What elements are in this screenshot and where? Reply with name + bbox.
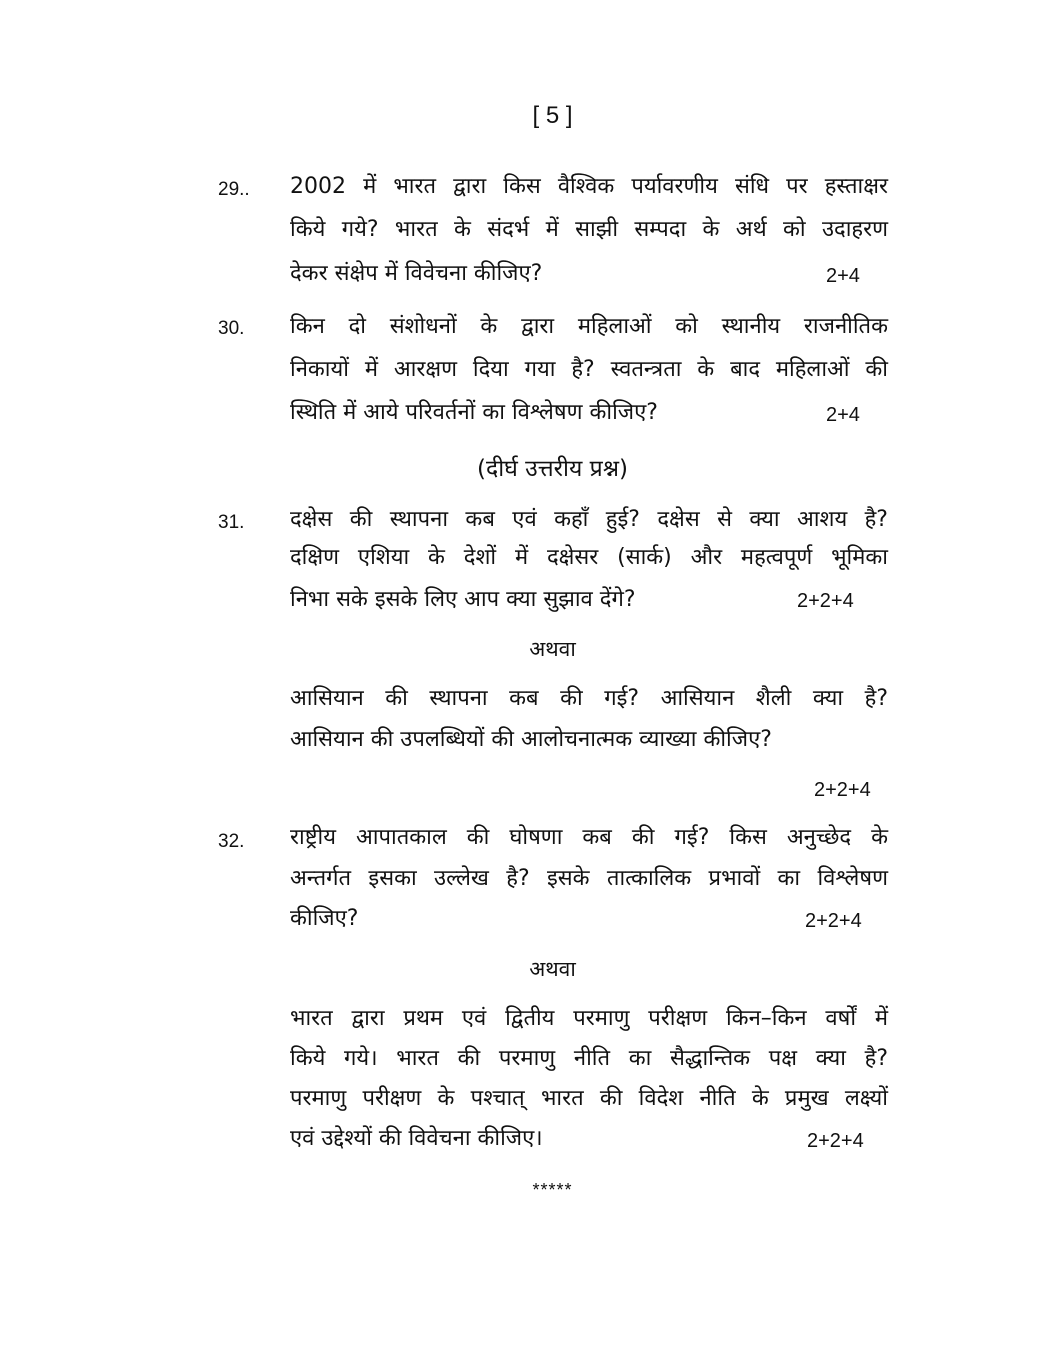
marks-label: 2+2+4 — [797, 590, 854, 612]
page-number: [ 5 ] — [532, 102, 573, 129]
alternative-text-line: किये गये। भारत की परमाणु नीति का सैद्धान्तिक पक्ष क्या है? — [290, 1046, 888, 1071]
alternative-text-line: भारत द्वारा प्रथम एवं द्वितीय परमाणु परीक्षण किन–किन वर्षों में — [290, 1006, 888, 1031]
question-text-line: दक्षेस की स्थापना कब एवं कहाँ हुई? दक्षेस से क्या आशय है? — [290, 507, 888, 532]
or-label: अथवा — [529, 957, 576, 981]
question-text-line: निकायों में आरक्षण दिया गया है? स्वतन्त्रता के बाद महिलाओं की — [290, 357, 888, 382]
question-text-line: 2002 में भारत द्वारा किस वैश्विक पर्यावरणीय संधि पर हस्ताक्षर — [290, 174, 888, 199]
section-heading: (दीर्घ उत्तरीय प्रश्न) — [477, 456, 628, 482]
question-text-line: निभा सके इसके लिए आप क्या सुझाव देंगे? — [290, 587, 636, 612]
question-number: 32. — [218, 831, 245, 852]
question-text-line: देकर संक्षेप में विवेचना कीजिए? — [290, 261, 543, 286]
marks-label: 2+4 — [826, 404, 860, 426]
alternative-text-line: परमाणु परीक्षण के पश्चात् भारत की विदेश नीति के प्रमुख लक्ष्यों — [290, 1086, 888, 1111]
alternative-text-line: आसियान की स्थापना कब की गई? आसियान शैली क्या है? — [290, 686, 888, 711]
question-number: 29.. — [218, 179, 250, 200]
question-text-line: अन्तर्गत इसका उल्लेख है? इसके तात्कालिक प्रभावों का विश्लेषण — [290, 866, 888, 891]
alternative-text-line: आसियान की उपलब्धियों की आलोचनात्मक व्याख्या कीजिए? — [290, 727, 772, 752]
question-text-line: दक्षिण एशिया के देशों में दक्षेसर (सार्क) और महत्वपूर्ण भूमिका — [290, 545, 888, 570]
question-text-line: राष्ट्रीय आपातकाल की घोषणा कब की गई? किस अनुच्छेद के — [290, 825, 888, 850]
marks-label: 2+2+4 — [807, 1130, 864, 1152]
or-label: अथवा — [529, 637, 576, 661]
marks-label: 2+2+4 — [814, 779, 871, 801]
question-text-line: किन दो संशोधनों के द्वारा महिलाओं को स्थानीय राजनीतिक — [290, 314, 888, 339]
marks-label: 2+2+4 — [805, 910, 862, 932]
question-number: 30. — [218, 318, 245, 339]
marks-label: 2+4 — [826, 265, 860, 287]
end-mark: ***** — [532, 1180, 573, 1200]
question-number: 31. — [218, 512, 245, 533]
alternative-text-line: एवं उद्देश्यों की विवेचना कीजिए। — [290, 1126, 543, 1151]
question-text-line: कीजिए? — [290, 906, 359, 931]
question-text-line: किये गये? भारत के संदर्भ में साझी सम्पदा के अर्थ को उदाहरण — [290, 217, 888, 242]
question-text-line: स्थिति में आये परिवर्तनों का विश्लेषण कीजिए? — [290, 400, 658, 425]
